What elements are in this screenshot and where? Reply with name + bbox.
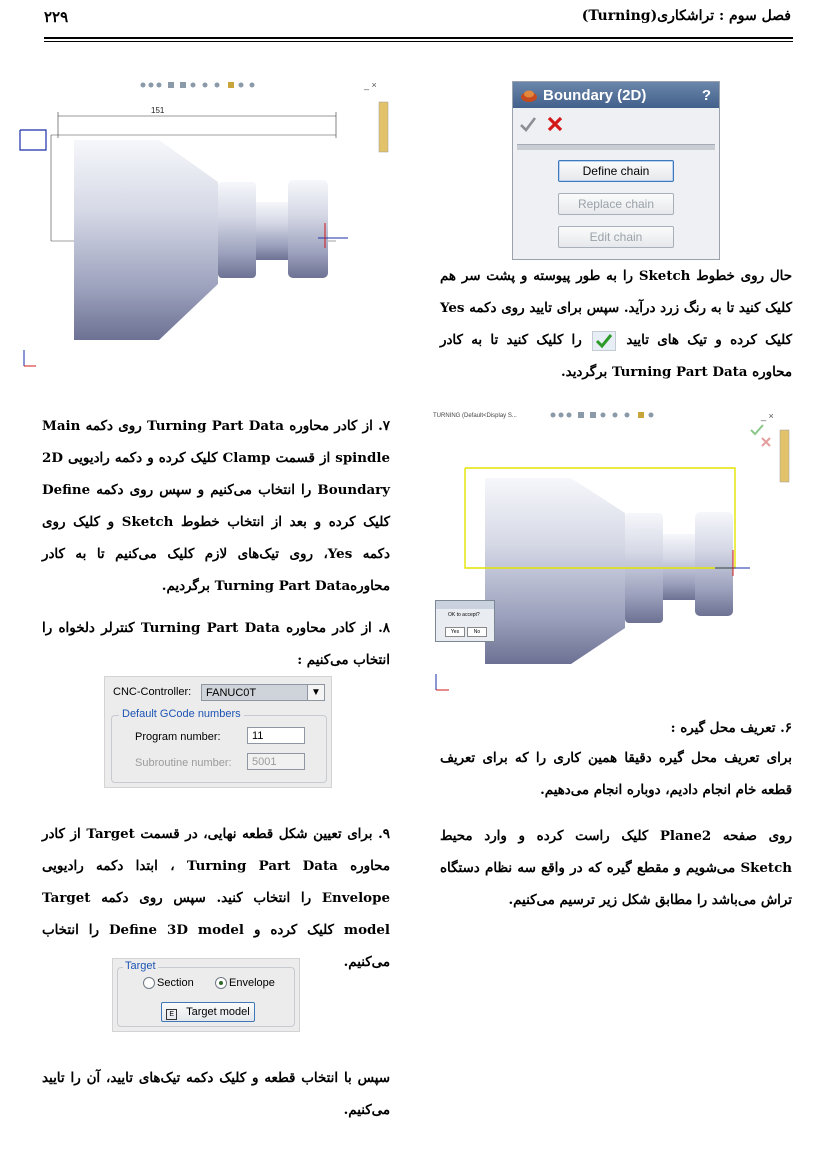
svg-text:_ ×: _ × (761, 411, 774, 421)
popup-question: OK to accept? (448, 612, 480, 618)
target-panel (112, 958, 300, 1032)
cnc-controller-value: FANUC0T (206, 687, 257, 699)
target-group-title: Target (125, 960, 156, 972)
svg-text:_ ×: _ × (364, 80, 377, 90)
gcode-numbers-group (111, 715, 327, 783)
paragraph-step-8: ۸. از کادر محاوره Turning Part Data کنترلر دلخواه را انتخاب می‌کنیم : (42, 620, 390, 668)
program-number-label: Program number: (135, 731, 221, 743)
paragraph-step-6: برای تعریف محل گیره دقیقا همین کاری را که برای تعریف قطعه خام انجام دادیم، دوباره انجام می‌دهیم. (440, 750, 792, 798)
paragraph-confirm: سپس با انتخاب قطعه و کلیک دکمه تیک‌های تایید، آن را تایید می‌کنیم. (42, 1070, 390, 1118)
subroutine-number-label: Subroutine number: (135, 757, 232, 769)
green-check-icon (592, 331, 616, 351)
boundary-dialog-titlebar (513, 82, 719, 108)
target-model-label: Target model (186, 1006, 250, 1018)
page-number: ۲۲۹ (44, 8, 69, 26)
subroutine-number-input[interactable] (247, 753, 305, 770)
chapter-title: فصل سوم : تراشکاری(Turning) (581, 8, 791, 24)
paragraph-step-6-title: ۶. تعریف محل گیره : (670, 720, 792, 736)
cnc-controller-select[interactable] (201, 684, 325, 701)
paragraph-step-9: ۹. برای تعیین شکل قطعه نهایی، در قسمت Target از کادر محاوره Turning Part Data ، ابتدا دکمه رادیویی Envelope را انتخاب کنید. سپس روی دکمه Target model کلیک کرده و Define 3D model را انتخاب می‌کنیم. (42, 826, 391, 970)
popup-yes-button[interactable]: Yes (445, 627, 465, 637)
edit-chain-button[interactable]: Edit chain (558, 226, 674, 248)
paragraph-sketch-text-end: را کلیک کنید تا به کادر محاوره Turning Part Data برگردید. (440, 332, 792, 380)
boundary-dialog-icon (519, 86, 539, 104)
popup-no-button[interactable]: No (467, 627, 487, 637)
header-rule-thin (44, 41, 793, 42)
paragraph-plane2: روی صفحه Plane2 کلیک راست کرده و وارد محیط Sketch می‌شویم و مقطع گیره که در واقع سه نظام دستگاه تراش می‌باشد را مطابق شکل زیر ترسیم می‌کنیم. (440, 828, 792, 908)
cad-viewport-2 (425, 408, 795, 696)
paragraph-sketch-selection (440, 260, 792, 388)
target-model-button[interactable] (161, 1002, 255, 1022)
lathe-part-drawing-1 (18, 78, 394, 370)
boundary-dialog-title: Boundary (2D) (543, 86, 647, 104)
boundary-dialog (512, 81, 720, 260)
cnc-controller-label: CNC-Controller: (113, 686, 192, 698)
dialog-separator (517, 144, 715, 150)
define-chain-button[interactable]: Define chain (558, 160, 674, 182)
chevron-down-icon[interactable]: ▼ (307, 685, 324, 700)
header-rule (44, 37, 793, 39)
subroutine-number-value: 5001 (252, 756, 277, 768)
cad-viewport-1 (18, 78, 394, 370)
dimension-label: 151 (151, 106, 165, 115)
program-number-input[interactable] (247, 727, 305, 744)
cad2-window-title: TURNING (Default<Display S... (433, 413, 517, 419)
lathe-part-drawing-2 (425, 408, 795, 696)
ok-check-icon[interactable] (519, 116, 537, 132)
envelope-radio[interactable] (215, 977, 227, 989)
program-number-value: 11 (252, 730, 264, 742)
paragraph-sketch-text: حال روی خطوط Sketch را به طور پیوسته و پشت سر هم کلیک کنید تا به رنگ زرد درآید. سپس برای تایید روی دکمه Yes کلیک کرده و تیک های تایید (440, 268, 792, 348)
replace-chain-button[interactable]: Replace chain (558, 193, 674, 215)
gcode-group-title: Default GCode numbers (119, 708, 244, 720)
section-radio-label: Section (157, 977, 194, 989)
ok-to-accept-popup (435, 600, 495, 642)
cancel-x-icon[interactable] (547, 116, 563, 132)
model-icon: E (166, 1009, 177, 1020)
section-radio[interactable] (143, 977, 155, 989)
help-button[interactable]: ? (701, 86, 711, 104)
paragraph-step-7: ۷. از کادر محاوره Turning Part Data روی دکمه Main spindle از قسمت Clamp کلیک کرده و دکمه رادیویی 2D Boundary را انتخاب می‌کنیم و سپس روی دکمه Define کلیک کرده و بعد از انتخاب خطوط Sketch و کلیک روی دکمه Yes، روی تیک‌های لازم کلیک می‌کنیم تا به کادر محاورهTurning Part Data برگردیم. (42, 418, 391, 594)
cnc-controller-panel (104, 676, 332, 788)
envelope-radio-label: Envelope (229, 977, 275, 989)
